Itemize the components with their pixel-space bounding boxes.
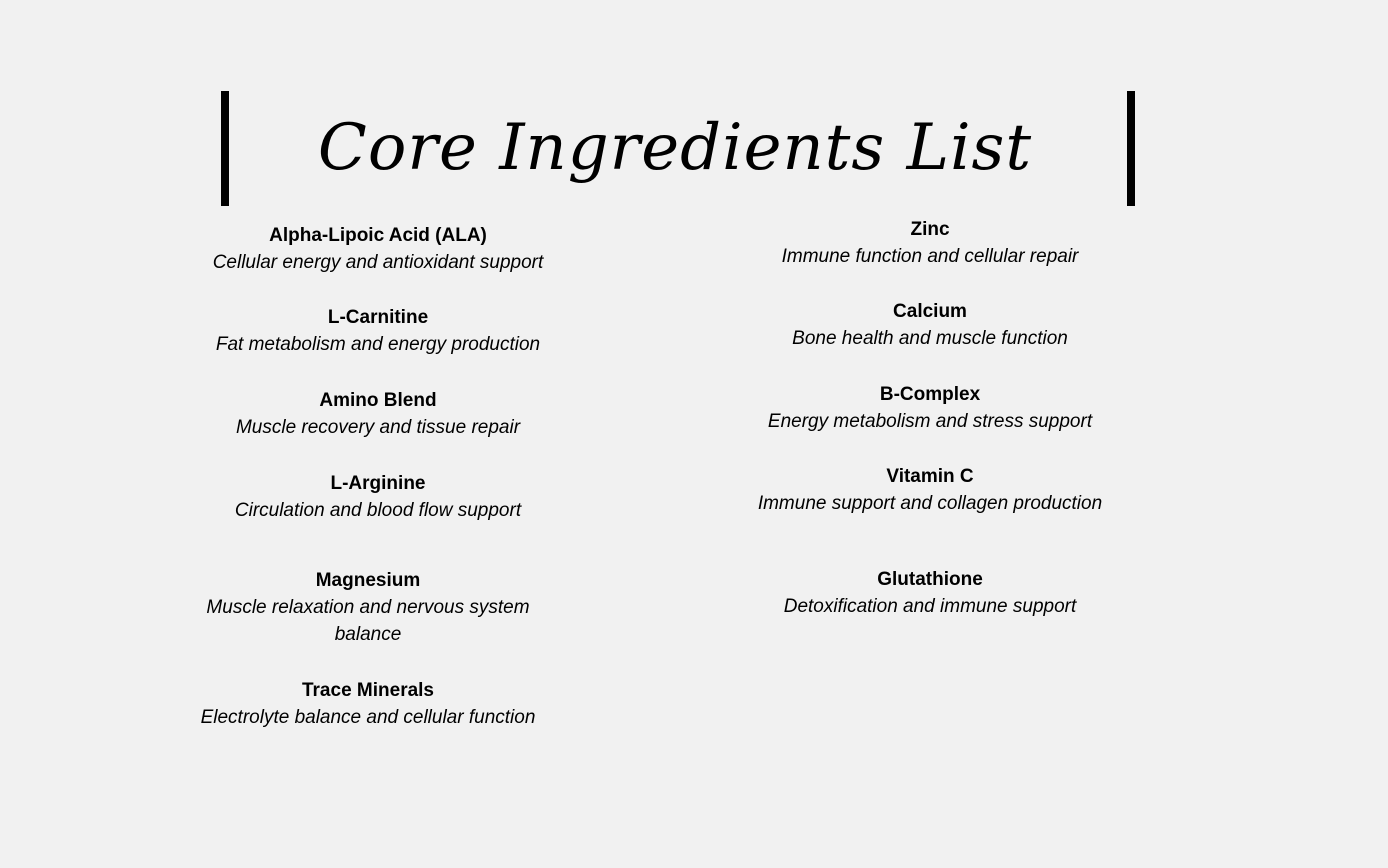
ingredient-name: L-Carnitine bbox=[327, 307, 429, 328]
ingredient-item bbox=[178, 304, 578, 358]
ingredient-item bbox=[178, 222, 578, 276]
ingredient-item bbox=[188, 567, 548, 648]
ingredient-item bbox=[730, 463, 1130, 517]
ingredient-description: Detoxification and immune support bbox=[783, 596, 1077, 617]
ingredient-description: Energy metabolism and stress support bbox=[767, 411, 1093, 432]
ingredient-item bbox=[730, 566, 1130, 620]
ingredient-description: Bone health and muscle function bbox=[792, 328, 1068, 349]
ingredient-description: Circulation and blood flow support bbox=[234, 500, 522, 521]
ingredient-description: Immune function and cellular repair bbox=[781, 246, 1079, 267]
ingredient-name: Vitamin C bbox=[886, 466, 974, 487]
ingredient-name: Zinc bbox=[910, 219, 950, 240]
ingredient-name: Calcium bbox=[893, 301, 967, 322]
ingredient-name: Trace Minerals bbox=[301, 680, 435, 701]
page-title: Core Ingredients List bbox=[317, 111, 1033, 185]
ingredient-name: Alpha-Lipoic Acid (ALA) bbox=[269, 225, 487, 246]
ingredient-name: Magnesium bbox=[315, 570, 421, 591]
ingredient-description: Cellular energy and antioxidant support bbox=[212, 252, 544, 273]
ingredient-description: Muscle recovery and tissue repair bbox=[235, 417, 521, 438]
ingredient-item bbox=[730, 381, 1130, 435]
left-divider-bar bbox=[221, 91, 229, 206]
ingredient-item bbox=[188, 677, 548, 731]
ingredient-description: Electrolyte balance and cellular function bbox=[200, 707, 536, 728]
ingredient-item bbox=[178, 387, 578, 441]
right-divider-bar bbox=[1127, 91, 1135, 206]
ingredient-item bbox=[730, 298, 1130, 352]
ingredient-name: Glutathione bbox=[877, 569, 983, 590]
ingredient-name: L-Arginine bbox=[330, 473, 426, 494]
ingredient-item bbox=[178, 470, 578, 524]
ingredient-name: B-Complex bbox=[879, 384, 981, 405]
ingredient-description: Fat metabolism and energy production bbox=[215, 334, 541, 355]
ingredient-item bbox=[730, 216, 1130, 270]
ingredient-description: Muscle relaxation and nervous system balance bbox=[206, 597, 530, 645]
ingredient-name: Amino Blend bbox=[319, 390, 437, 411]
ingredient-description: Immune support and collagen production bbox=[757, 493, 1103, 514]
